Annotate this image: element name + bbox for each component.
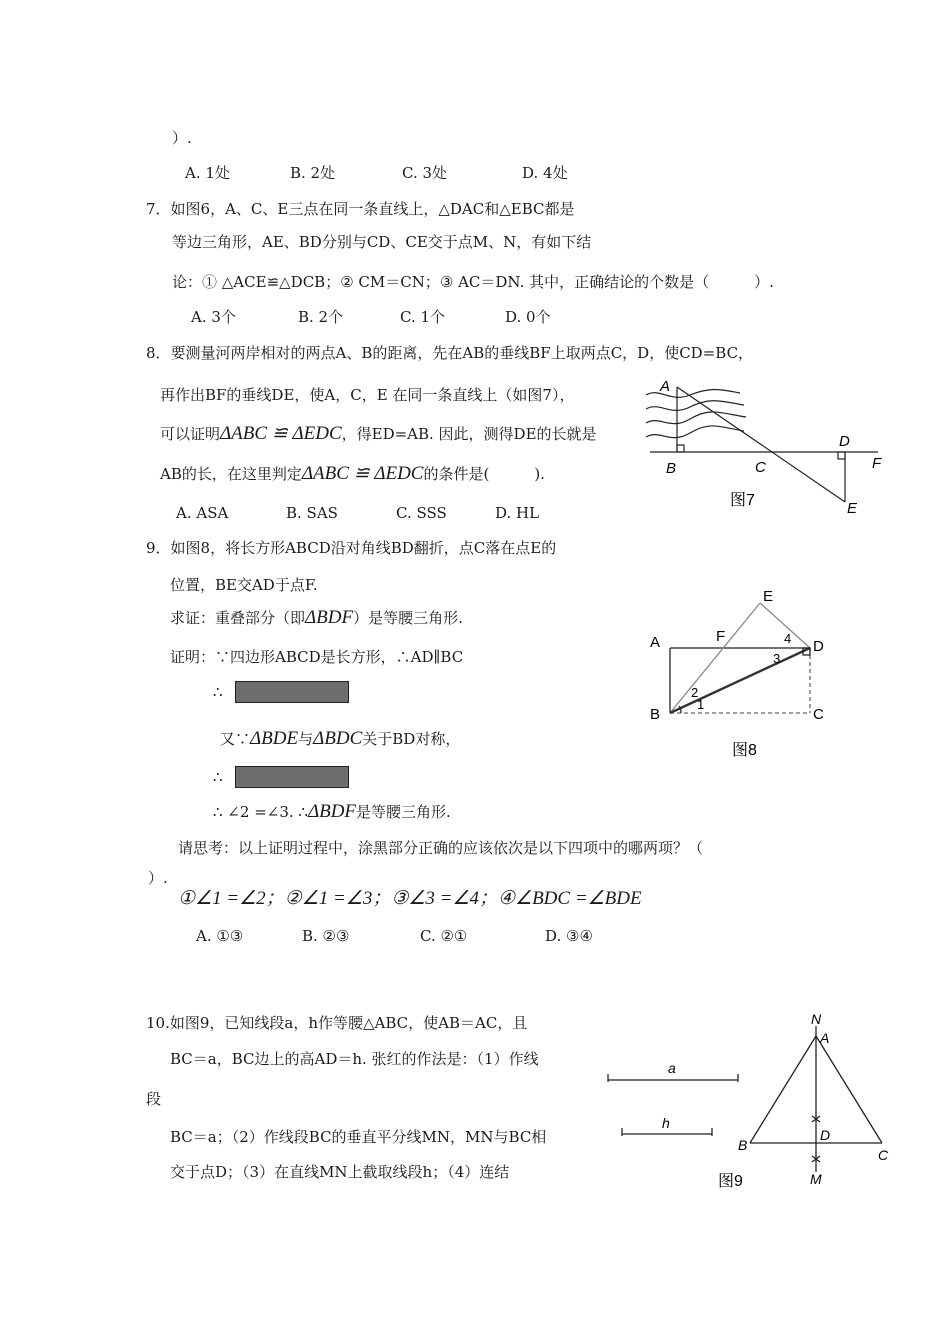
q9-also-text-a: 又∵: [220, 730, 251, 748]
fig7-label-b: B: [666, 460, 677, 477]
q8-option-a: A. ASA: [176, 504, 229, 522]
q7-option-d: D. 0个: [505, 308, 551, 326]
fig9-label-d: D: [820, 1127, 831, 1143]
fig7-label-f: F: [872, 455, 882, 472]
figure-8: [645, 585, 845, 765]
q10-line3: 段: [146, 1090, 162, 1108]
q10-line2: BC＝a，BC边上的高AD＝h. 张红的作法是：（1）作线: [170, 1050, 539, 1068]
q7-option-b: B. 2个: [298, 308, 344, 326]
fig7-river-2: [646, 401, 744, 411]
q9-option-a: A. ①③: [196, 927, 244, 945]
q9-choices: [178, 889, 642, 909]
q9-prove: [170, 608, 463, 628]
q9-therefore-1: ∴: [213, 683, 223, 701]
fig7-right-angle-d: [838, 452, 845, 459]
fig9-label-c: C: [878, 1147, 889, 1163]
fig8-caption: 图8: [732, 742, 757, 759]
fig7-caption: 图7: [730, 492, 755, 509]
q8-line4: [160, 464, 545, 484]
q6-option-a: A. 1处: [185, 164, 230, 182]
fig9-label-m: M: [810, 1171, 822, 1187]
fig7-label-d: D: [839, 433, 850, 450]
q9-option-d: D. ③④: [545, 927, 593, 945]
fig7-line-ae: [677, 387, 845, 502]
q9-line2: 位置，BE交AD于点F.: [170, 576, 318, 594]
q8-line4-text-b: 的条件是( ).: [423, 465, 545, 483]
q8-line4-text-a: AB的长，在这里判定: [160, 465, 302, 483]
fig8-line-bd: [670, 648, 810, 713]
q9-prove-text-b: ）是等腰三角形.: [353, 609, 463, 627]
q9-blackbox-1: [235, 681, 349, 703]
q9-blackbox-2: [235, 766, 349, 788]
q9-conclusion: [213, 802, 451, 822]
fig7-label-a: A: [660, 378, 671, 395]
q9-also-math-2: ΔBDC: [313, 728, 363, 749]
q8-line3-text-a: 可以证明: [160, 425, 221, 443]
fig8-angle-4: 4: [784, 631, 792, 646]
fig7-right-angle-b: [677, 445, 684, 452]
q9-line1: 9．如图8，将长方形ABCD沿对角线BD翻折，点C落在点E的: [146, 539, 557, 557]
fig8-label-a: A: [650, 634, 661, 651]
q9-concl-math: ΔBDF: [307, 801, 357, 822]
q10-line1: 10.如图9，已知线段a，h作等腰△ABC，使AB＝AC，且: [146, 1014, 528, 1032]
fig7-river-4: [646, 426, 744, 438]
q9-also-mid: 与: [298, 730, 314, 748]
fig9-label-n: N: [811, 1011, 822, 1027]
q8-line4-math: ΔABC ≌ ΔEDC: [301, 463, 424, 484]
fig8-label-c: C: [813, 706, 824, 723]
q9-think-close: ）.: [148, 869, 168, 887]
fig8-angle-1: 1: [697, 697, 705, 712]
fig9-line-ab: [750, 1036, 816, 1143]
q9-option-c: C. ②①: [420, 927, 468, 945]
q9-also-text-b: 关于BD对称，: [362, 730, 461, 748]
q9-also: [220, 729, 460, 749]
figure-7: [640, 375, 895, 520]
q8-line3-math: ΔABC ≌ ΔEDC: [220, 423, 342, 444]
fig8-line-be: [670, 603, 760, 713]
q10-line5: 交于点D；（3）在直线MN上截取线段h；（4）连结: [170, 1163, 510, 1181]
q8-option-c: C. SSS: [396, 504, 447, 522]
q7-option-a: A. 3个: [191, 308, 236, 326]
fig8-label-d: D: [813, 638, 824, 655]
figure-9: [600, 1010, 900, 1190]
q9-therefore-2: ∴: [213, 768, 223, 786]
q8-line3: [160, 424, 597, 444]
fig9-label-a: A: [820, 1030, 830, 1046]
q9-proof1: 证明：∵四边形ABCD是长方形，∴AD∥BC: [170, 648, 464, 666]
q9-concl-text-b: 是等腰三角形.: [356, 803, 451, 821]
q9-choices-text: ①∠1 =∠2；②∠1 =∠3；③∠3 =∠4；④∠BDC =∠BDE: [178, 888, 642, 909]
fig9-caption: 图9: [718, 1173, 743, 1190]
q8-option-d: D. HL: [495, 504, 540, 522]
fig9-label-b: B: [738, 1137, 748, 1153]
q7-line2: 等边三角形，AE、BD分别与CD、CE交于点M、N，有如下结: [172, 233, 592, 251]
fig8-label-b: B: [650, 706, 661, 723]
q9-option-b: B. ②③: [302, 927, 350, 945]
q9-think: 请思考：以上证明过程中，涂黑部分正确的应该依次是以下四项中的哪两项？（: [178, 839, 704, 857]
fig7-river-3: [646, 412, 746, 424]
fig8-angle-3: 3: [773, 651, 781, 666]
q9-prove-math: ΔBDF: [305, 607, 354, 628]
fig8-label-e: E: [763, 588, 774, 605]
q8-line2: 再作出BF的垂线DE，使A，C，E 在同一条直线上（如图7），: [160, 386, 575, 404]
fig9-label-h-seg: h: [662, 1115, 670, 1131]
q7-option-c: C. 1个: [400, 308, 446, 326]
q7-line3: 论：① △ACE≌△DCB；② CM＝CN；③ AC＝DN. 其中，正确结论的个数是（ ）.: [172, 273, 774, 291]
q10-line4: BC＝a；（2）作线段BC的垂直平分线MN，MN与BC相: [170, 1128, 547, 1146]
fig8-label-f: F: [716, 628, 726, 645]
q9-concl-text-a: ∴ ∠2 =∠3. ∴: [213, 803, 308, 821]
q8-line3-text-b: ，得ED=AB. 因此，测得DE的长就是: [341, 425, 597, 443]
q9-prove-text-a: 求证：重叠部分（即: [170, 609, 306, 627]
fig8-angle-2: 2: [691, 685, 699, 700]
q7-line1: 7．如图6，A、C、E三点在同一条直线上，△DAC和△EBC都是: [146, 200, 575, 218]
q6-tail: ）.: [172, 129, 192, 147]
q8-line1: 8．要测量河两岸相对的两点A、B的距离，先在AB的垂线BF上取两点C，D，使CD=BC，: [146, 344, 754, 362]
q6-option-c: C. 3处: [402, 164, 448, 182]
fig7-label-e: E: [847, 500, 858, 517]
fig9-label-a-seg: a: [668, 1060, 676, 1076]
fig7-label-c: C: [755, 459, 766, 476]
q6-option-b: B. 2处: [290, 164, 336, 182]
q9-also-math-1: ΔBDE: [250, 728, 299, 749]
q8-option-b: B. SAS: [286, 504, 338, 522]
q6-option-d: D. 4处: [522, 164, 568, 182]
